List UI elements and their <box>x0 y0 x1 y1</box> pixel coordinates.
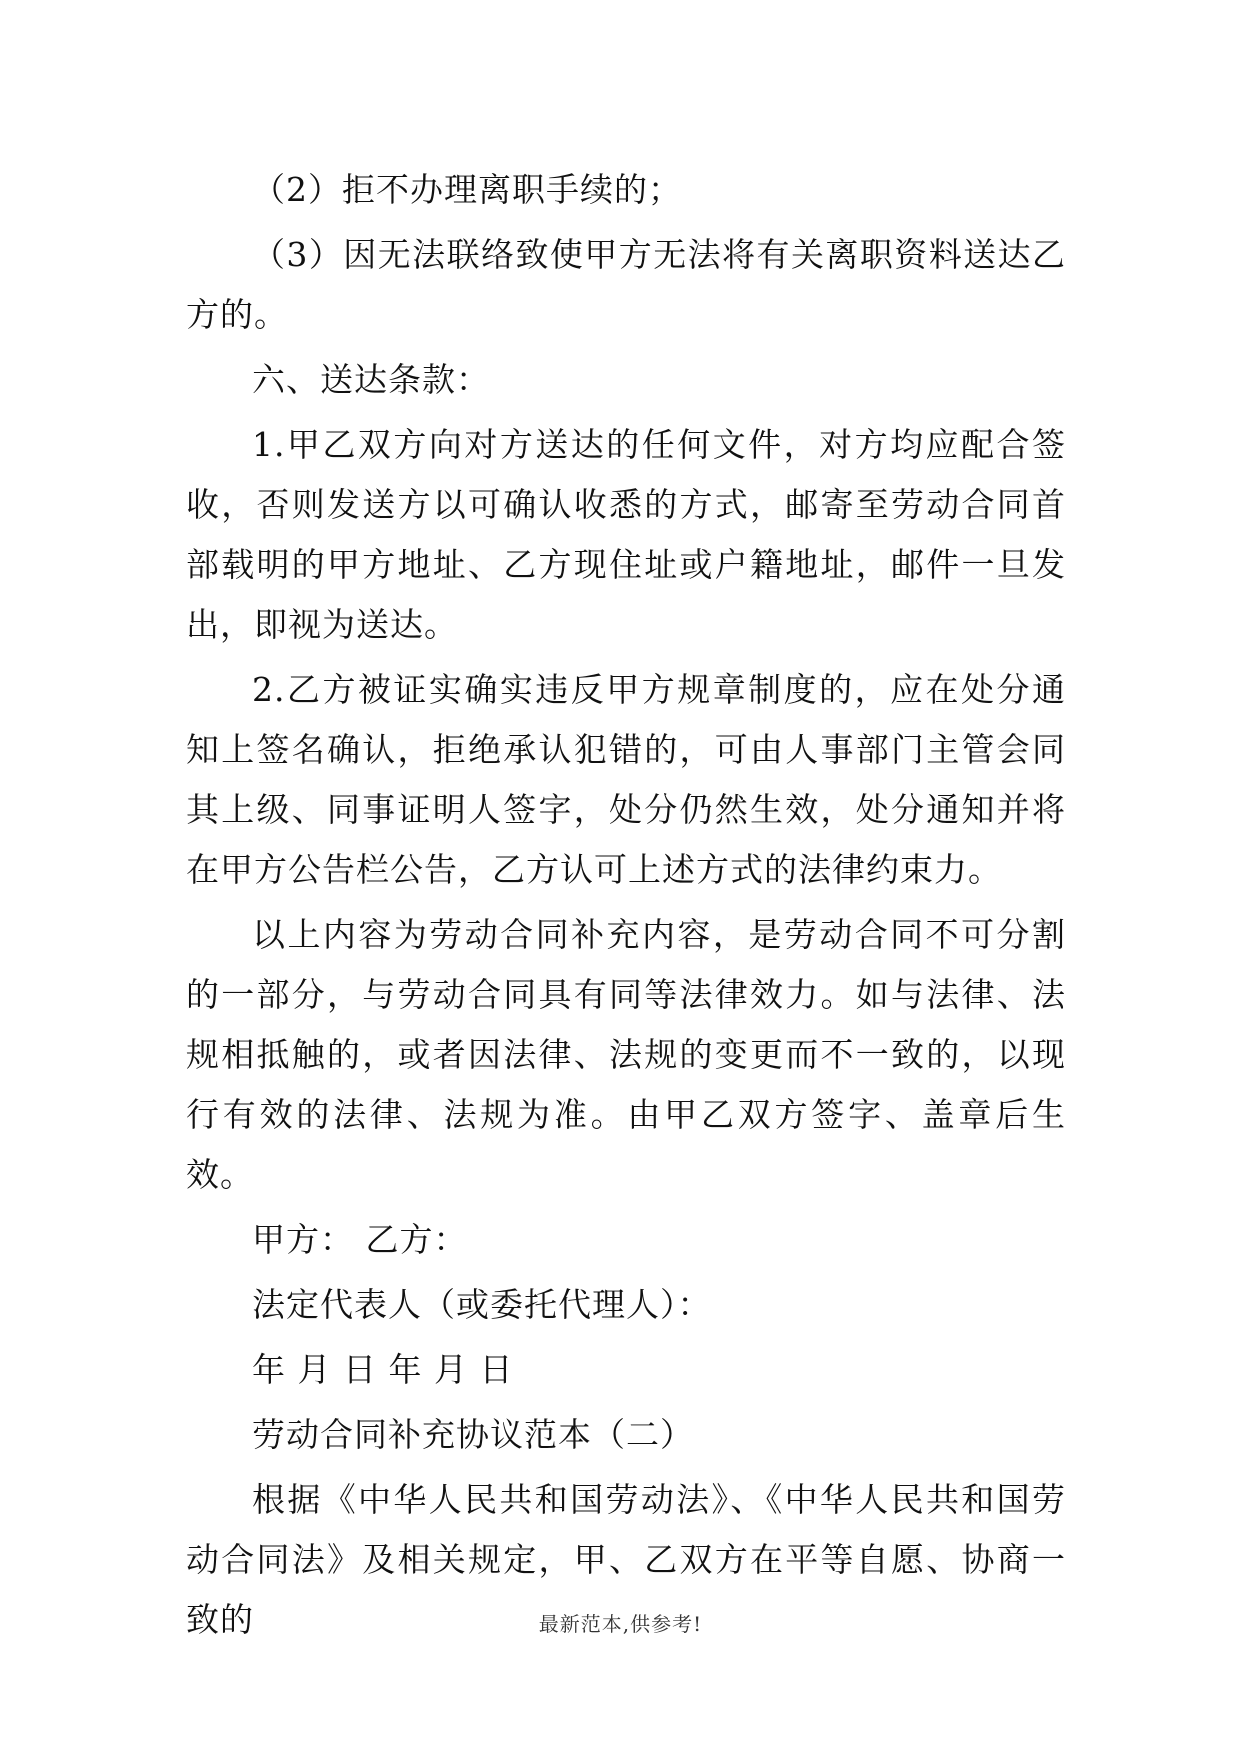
page-footer: 最新范本,供参考! <box>538 1612 703 1636</box>
template-title: 劳动合同补充协议范本（二） <box>252 1415 694 1454</box>
delivery-clause-1: 1.甲乙双方向对方送达的任何文件，对方均应配合签收，否则发送方以可确认收悉的方式，邮寄至劳动合同首部载明的甲方地址、乙方现住址或户籍地址，邮件一旦发出，即视为送达。 <box>186 425 1066 644</box>
signature-representative: 法定代表人（或委托代理人）： <box>252 1285 712 1324</box>
clause-item-2: （2）拒不办理离职手续的； <box>252 170 682 209</box>
template-intro: 根据《中华人民共和国劳动法》、《中华人民共和国劳动合同法》及相关规定，甲、乙双方在平等自愿、协商一致的 <box>186 1480 1066 1639</box>
signature-parties: 甲方： 乙方： <box>252 1220 468 1259</box>
delivery-clause-2: 2.乙方被证实确实违反甲方规章制度的，应在处分通知上签名确认，拒绝承认犯错的，可由人事部门主管会同其上级、同事证明人签字，处分仍然生效，处分通知并将在甲方公告栏公告，乙方认可上述方式的法律约束力。 <box>186 670 1066 889</box>
clause-item-3: （3）因无法联络致使甲方无法将有关离职资料送达乙方的。 <box>186 235 1066 334</box>
closing-paragraph: 以上内容为劳动合同补充内容，是劳动合同不可分割的一部分，与劳动合同具有同等法律效力。如与法律、法规相抵触的，或者因法律、法规的变更而不一致的，以现行有效的法律、法规为准。由甲乙双方签字、盖章后生效。 <box>186 915 1066 1194</box>
document-body <box>186 160 1066 1650</box>
signature-dates: 年 月 日 年 月 日 <box>252 1350 514 1389</box>
section-heading-delivery: 六、送达条款： <box>252 360 490 399</box>
